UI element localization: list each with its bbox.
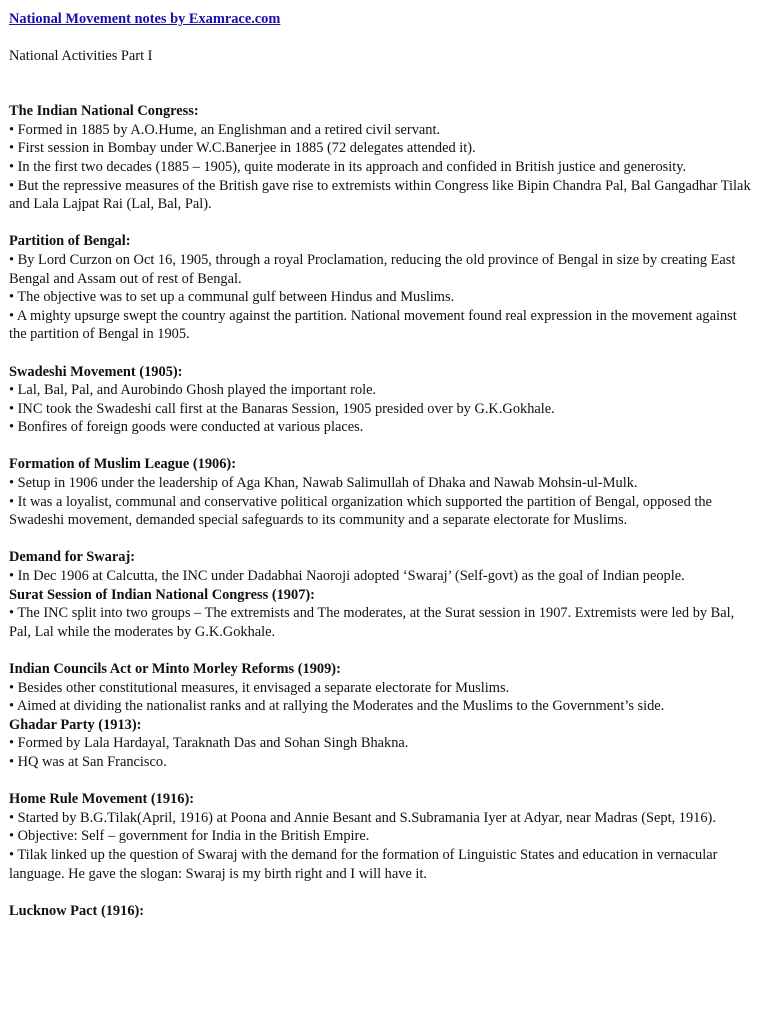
bullet-item: • Formed by Lala Hardayal, Taraknath Das and Sohan Singh Bhakna.	[9, 735, 409, 752]
bullet-item: • But the repressive measures of the British gave rise to extremists within Congress like Bipin Chandra Pal, Bal Gangadhar Tilak and Lala Lajpat Rai (Lal, Bal, Pal).	[9, 177, 751, 213]
bullet-item: • In Dec 1906 at Calcutta, the INC under Dadabhai Naoroji adopted ‘Swaraj’ (Self-govt) as the goal of Indian people.	[9, 568, 685, 585]
document-title-link[interactable]: National Movement notes by Examrace.com	[9, 11, 281, 27]
bullet-item: • Objective: Self – government for India in the British Empire.	[9, 828, 370, 845]
section-heading: The Indian National Congress:	[9, 103, 199, 120]
section-home-rule-movement	[9, 790, 756, 883]
section-heading: Indian Councils Act or Minto Morley Reforms (1909):	[9, 661, 341, 677]
section-heading: Ghadar Party (1913):	[9, 716, 142, 733]
bullet-item: • Setup in 1906 under the leadership of Aga Khan, Nawab Salimullah of Dhaka and Nawab Mohsin-ul-Mulk.	[9, 475, 638, 492]
document-subtitle: National Activities Part I	[9, 47, 153, 64]
section-heading: Partition of Bengal:	[9, 233, 131, 250]
section-ghadar-party	[9, 716, 756, 772]
bullet-item: • The INC split into two groups – The extremists and The moderates, at the Surat session in 1907. Extremists were led by Bal, Pal, Lal while the moderates by G.K.Gokhale.	[9, 605, 735, 640]
section-indian-national-congress	[9, 102, 756, 214]
section-demand-for-swaraj	[9, 548, 756, 585]
bullet-item: • HQ was at San Francisco.	[9, 753, 167, 770]
bullet-item: • Aimed at dividing the nationalist ranks and at rallying the Moderates and the Muslims to the Government’s side.	[9, 698, 665, 715]
section-heading: Demand for Swaraj:	[9, 549, 136, 566]
section-partition-of-bengal	[9, 232, 756, 344]
section-heading: Home Rule Movement (1916):	[9, 791, 195, 808]
bullet-item: • A mighty upsurge swept the country against the partition. National movement found real expression in the movement against the partition of Bengal in 1905.	[9, 307, 737, 343]
section-lucknow-pact	[9, 902, 756, 921]
bullet-item: • In the first two decades (1885 – 1905), quite moderate in its approach and confided in British justice and generosity.	[9, 158, 687, 175]
bullet-item: • It was a loyalist, communal and conservative political organization which supported the partition of Bengal, opposed the Swadeshi movement, demanded special safeguards to its community and a separate electorate for Muslims.	[9, 493, 712, 529]
section-heading: Formation of Muslim League (1906):	[9, 456, 237, 473]
bullet-item: • Formed in 1885 by A.O.Hume, an Englishman and a retired civil servant.	[9, 121, 441, 138]
bullet-item: • The objective was to set up a communal gulf between Hindus and Muslims.	[9, 289, 455, 306]
bullet-item: • Tilak linked up the question of Swaraj with the demand for the formation of Linguistic States and education in vernacular language. He gave the slogan: Swaraj is my birth right and I will have it.	[9, 846, 718, 882]
bullet-item: • Started by B.G.Tilak(April, 1916) at Poona and Annie Besant and S.Subramania Iyer at Adyar, near Madras (Sept, 1916).	[9, 809, 716, 826]
section-heading: Surat Session of Indian National Congress (1907):	[9, 586, 315, 603]
section-minto-morley-reforms	[9, 660, 756, 716]
bullet-item: • First session in Bombay under W.C.Banerjee in 1885 (72 delegates attended it).	[9, 140, 476, 157]
bullet-item: • By Lord Curzon on Oct 16, 1905, through a royal Proclamation, reducing the old province of Bengal in size by creating East Bengal and Assam out of rest of Bengal.	[9, 251, 736, 287]
section-surat-session	[9, 586, 756, 642]
bullet-item: • Lal, Bal, Pal, and Aurobindo Ghosh played the important role.	[9, 382, 377, 399]
bullet-item: • INC took the Swadeshi call first at the Banaras Session, 1905 presided over by G.K.Gokhale.	[9, 400, 555, 417]
section-swadeshi-movement	[9, 363, 756, 437]
section-muslim-league	[9, 455, 756, 529]
section-heading: Lucknow Pact (1916):	[9, 902, 145, 919]
section-heading: Swadeshi Movement (1905):	[9, 363, 183, 380]
bullet-item: • Bonfires of foreign goods were conducted at various places.	[9, 419, 364, 436]
bullet-item: • Besides other constitutional measures, it envisaged a separate electorate for Muslims.	[9, 679, 510, 696]
